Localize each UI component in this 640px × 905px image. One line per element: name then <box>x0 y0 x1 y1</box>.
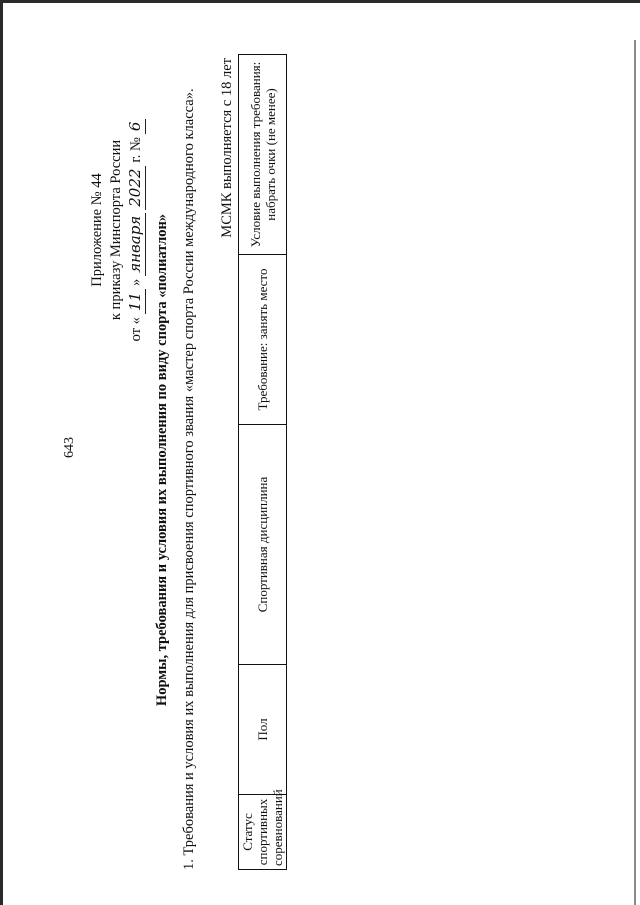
order-reference: к приказу Минспорта России <box>108 139 124 321</box>
appendix-header <box>88 60 146 400</box>
order-date-line <box>126 60 146 400</box>
scan-border-left <box>0 0 3 905</box>
header-gender: Пол <box>239 665 287 795</box>
scan-border-right <box>634 40 636 905</box>
page-number: 643 <box>62 437 77 458</box>
intro-paragraph: 1. Требования и условия их выполнения для присвоения спортивного звания «мастер спорта России международного класса». <box>181 88 197 870</box>
appendix-number: Приложение № 44 <box>89 173 105 287</box>
header-points: Условие выполнения требования: набрать очки (не менее) <box>239 55 287 255</box>
header-status: Статус спортивных соревнований <box>239 795 287 870</box>
date-prefix: от « <box>128 317 144 342</box>
age-note: МСМК выполняется с 18 лет <box>219 58 235 238</box>
date-year-suffix: г. № <box>128 137 144 163</box>
header-discipline: Спортивная дисциплина <box>239 425 287 665</box>
date-year: 2022 <box>126 166 146 210</box>
header-place: Требование: занять место <box>239 255 287 425</box>
document-title: Нормы, требования и условия их выполнения по виду спорта «полиатлон» <box>154 213 170 707</box>
date-quote-close: » <box>128 278 144 287</box>
order-number: 6 <box>126 119 146 135</box>
scan-border-top <box>0 0 640 3</box>
date-month: января <box>126 213 146 276</box>
rotated-document <box>88 50 548 870</box>
norms-table <box>238 54 398 870</box>
date-day: 11 <box>126 289 146 314</box>
